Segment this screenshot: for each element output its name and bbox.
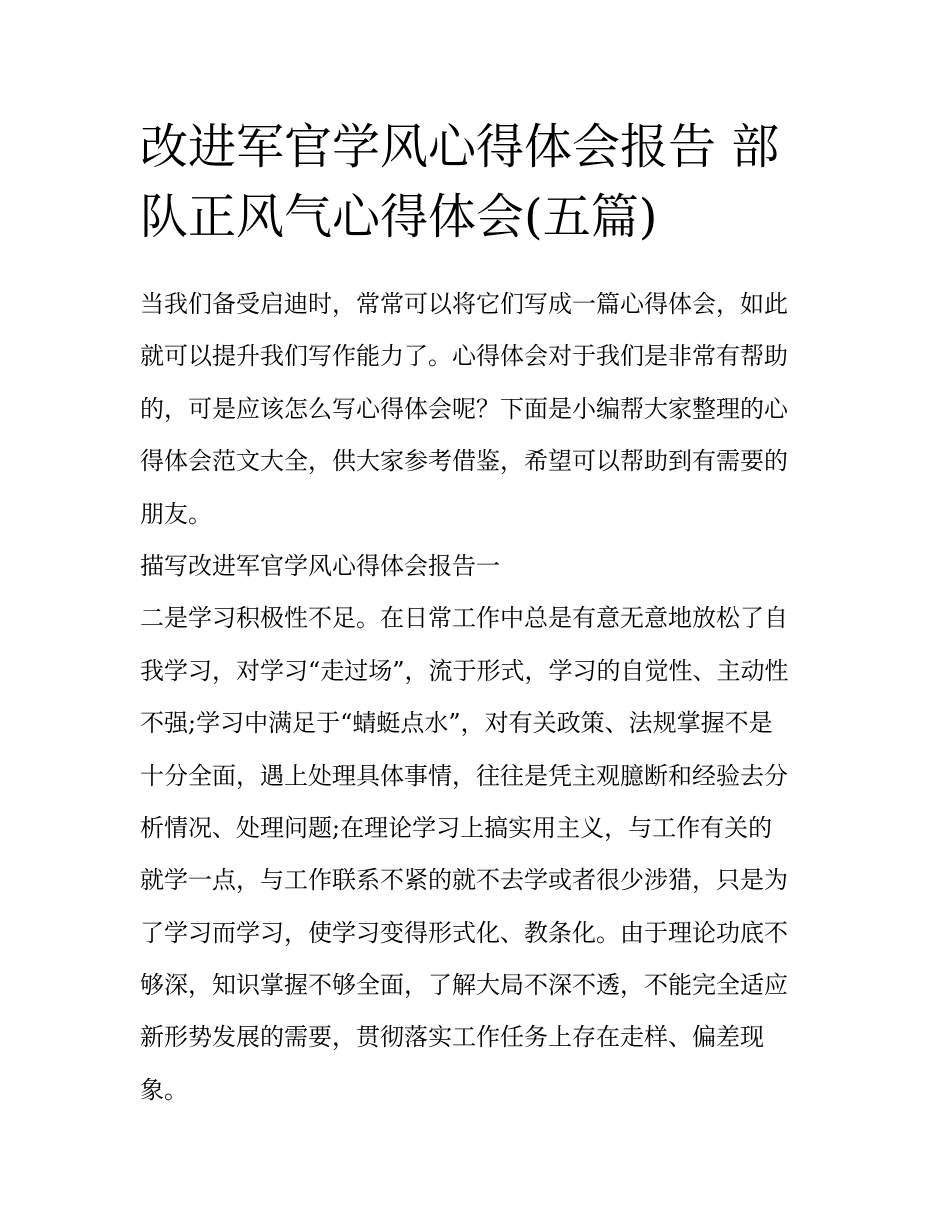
body-line: 就可以提升我们写作能力了。心得体会对于我们是非常有帮助 [140, 342, 788, 371]
body-line: 不强;学习中满足于“蜻蜓点水”，对有关政策、法规掌握不是 [140, 709, 773, 738]
body-line: 新形势发展的需要，贯彻落实工作任务上存在走样、偏差现 [140, 1023, 764, 1052]
body-line: 了学习而学习，使学习变得形式化、教条化。由于理论功底不 [140, 918, 788, 947]
body-line: 得体会范文大全，供大家参考借鉴，希望可以帮助到有需要的 [140, 447, 788, 476]
body-line: 二是学习积极性不足。在日常工作中总是有意无意地放松了自 [140, 604, 788, 633]
document-title [140, 112, 820, 252]
body-line: 我学习，对学习“走过场”，流于形式，学习的自觉性、主动性 [140, 656, 789, 685]
body-line: 析情况、处理问题;在理论学习上搞实用主义，与工作有关的 [140, 813, 773, 842]
title-line: 改进军官学风心得体会报告 部 [140, 119, 780, 175]
body-line: 象。 [140, 1075, 188, 1104]
body-line: 够深，知识掌握不够全面，了解大局不深不透，不能完全适应 [140, 971, 788, 1000]
body-line: 十分全面，遇上处理具体事情，往往是凭主观臆断和经验去分 [140, 761, 788, 790]
title-line: 队正风气心得体会(五篇) [140, 189, 658, 245]
section-heading: 描写改进军官学风心得体会报告一 [140, 551, 500, 580]
body-line: 当我们备受启迪时，常常可以将它们写成一篇心得体会，如此 [140, 290, 788, 318]
document-body [140, 278, 820, 1116]
body-line: 就学一点，与工作联系不紧的就不去学或者很少涉猎，只是为 [140, 866, 788, 895]
body-line: 的，可是应该怎么写心得体会呢？下面是小编帮大家整理的心 [140, 394, 788, 423]
document-page [140, 112, 820, 1116]
body-line: 朋友。 [140, 499, 212, 528]
